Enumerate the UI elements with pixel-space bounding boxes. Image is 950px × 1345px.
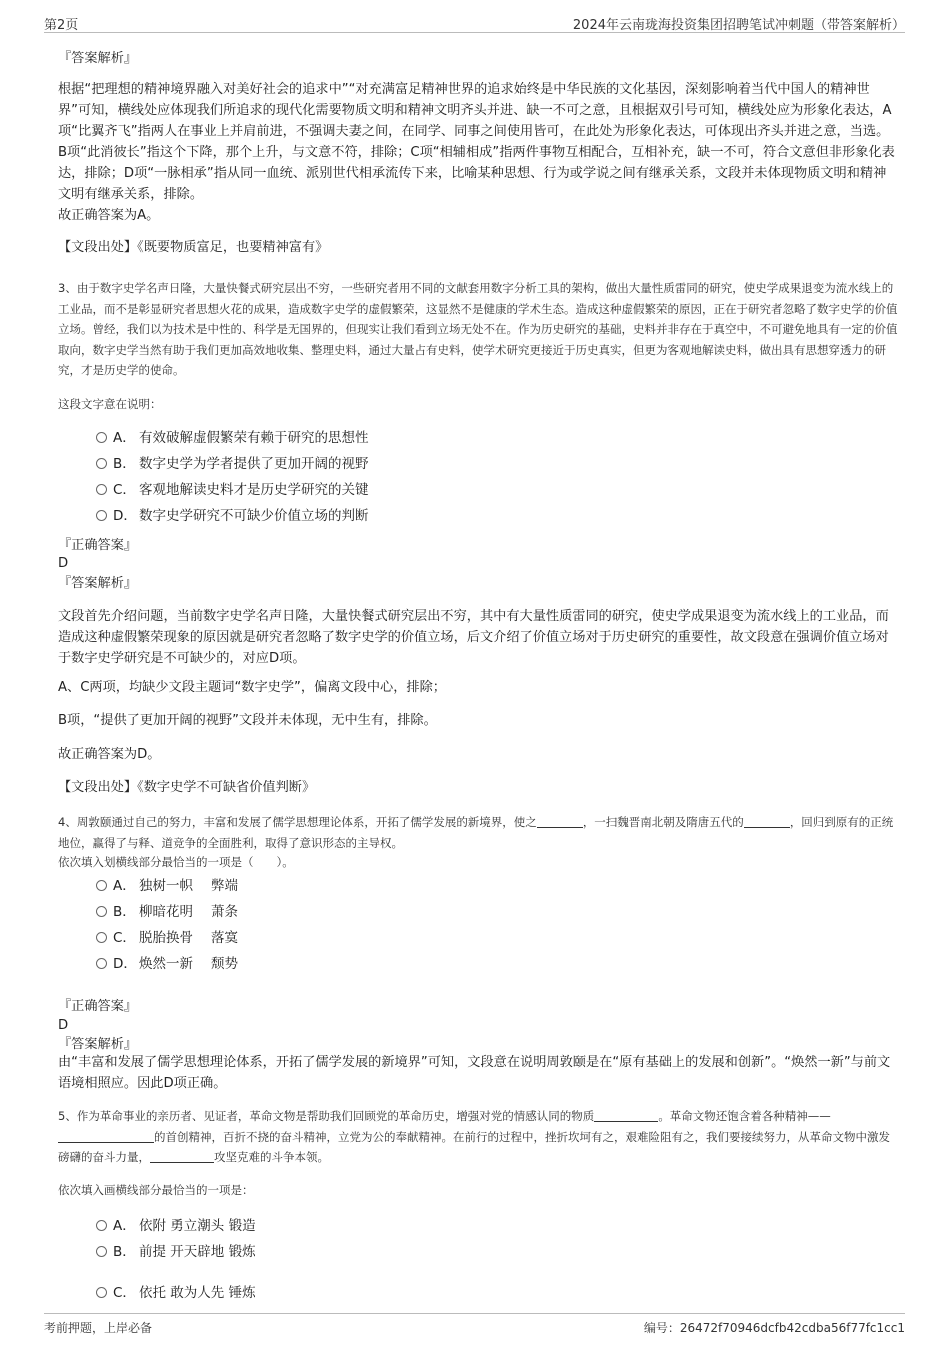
radio-icon[interactable] — [96, 432, 107, 443]
radio-icon[interactable] — [96, 958, 107, 969]
page-footer — [44, 1313, 905, 1336]
q2-analysis-label: 『答案解析』 — [58, 51, 138, 66]
q5-option-b[interactable]: B． 前提 开天辟地 锻炼 — [96, 1242, 256, 1262]
radio-icon[interactable] — [96, 484, 107, 495]
radio-icon[interactable] — [96, 906, 107, 917]
blank-line — [594, 1108, 658, 1122]
q5-option-c[interactable]: C． 依托 敢为人先 锤炼 — [96, 1283, 256, 1303]
q3-source: 【文段出处】《数字史学不可缺省价值判断》 — [58, 780, 316, 795]
blank-line — [744, 814, 790, 828]
q3-answer: D — [58, 556, 69, 571]
radio-icon[interactable] — [96, 1246, 107, 1257]
q4-analysis-label: 『答案解析』 — [58, 1037, 138, 1052]
q3-conclusion: 故正确答案为D。 — [58, 747, 161, 762]
blank-line — [58, 1129, 154, 1143]
q5-prompt: 依次填入画横线部分最恰当的一项是： — [58, 1183, 254, 1197]
q3-analysis-2: A、C两项，均缺少文段主题词“数字史学”，偏离文段中心，排除； — [58, 680, 446, 695]
q4-prompt: 依次填入划横线部分最恰当的一项是（ ）。 — [58, 855, 294, 869]
q4-option-b[interactable]: B． 柳暗花明 萧条 — [96, 902, 238, 922]
q3-analysis-label: 『答案解析』 — [58, 576, 138, 591]
q3-prompt: 这段文字意在说明： — [58, 397, 162, 411]
page-number: 第2页 — [44, 18, 79, 33]
q3-stem: 3、由于数字史学名声日隆，大量快餐式研究层出不穷，一些研究者用不同的文献套用数字分析工具的架构，做出大量性质雷同的研究，使史学成果退变为流水线上的工业品，而不是彰显研究者思想火花的成果，造成数字史学的虚假繁荣，这显然不是健康的学术生态。造成这种虚假繁荣的原因，正在于研究者忽略了数字史学的价值立场。曾经，我们以为技术是中性的、科学是无国界的，但现实让我们看到立场无处不在。作为历史研究的基础，史料并非存在于真空中，不可避免地具有一定的价值取向，数字史学当然有助于我们更加高效地收集、整理史料，通过大量占有史料，使学术研究更接近于历史真实，但更为客观地解读史料，做出具有思想穿透力的研究，才是历史学的使命。 — [58, 281, 898, 377]
q2-source: 【文段出处】《既要物质富足，也要精神富有》 — [58, 240, 329, 255]
q2-conclusion: 故正确答案为A。 — [58, 208, 160, 223]
page-header — [44, 8, 905, 33]
q3-analysis-3: B项，“提供了更加开阔的视野”文段并未体现，无中生有，排除。 — [58, 713, 437, 728]
q4-option-c[interactable]: C． 脱胎换骨 落寞 — [96, 928, 238, 948]
q5-stem: 5、作为革命事业的亲历者、见证者，革命文物是帮助我们回顾党的革命历史，增强对党的情感认同的物质 。革命文物还饱含着各种精神——的首创精神，百折不挠的奋斗精神，立党为公的奉献精神。在前行的过程中，挫折坎坷有之，艰难险阻有之，我们要接续努力，从革命文物中激发磅礴的奋斗力量， 攻坚克难的斗争本领。 — [58, 1109, 890, 1164]
q4-stem: 4、周敦颐通过自己的努力，丰富和发展了儒学思想理论体系，开拓了儒学发展的新境界，使之 ，一扫魏晋南北朝及隋唐五代的 ，回归到原有的正统地位，赢得了与释、道竞争的全面胜利，取得了意识形态的主导权。 — [58, 815, 894, 850]
q3-option-c[interactable]: C． 客观地解读史料才是历史学研究的关键 — [96, 480, 369, 500]
q4-analysis: 由“丰富和发展了儒学思想理论体系，开拓了儒学发展的新境界”可知，文段意在说明周敦颐是在“原有基础上的发展和创新”。“焕然一新”与前文语境相照应。因此D项正确。 — [58, 1055, 891, 1091]
radio-icon[interactable] — [96, 932, 107, 943]
radio-icon[interactable] — [96, 458, 107, 469]
footer-slogan: 考前押题，上岸必备 — [44, 1321, 153, 1335]
q3-correct-label: 『正确答案』 — [58, 538, 138, 553]
blank-line — [537, 814, 583, 828]
q4-option-d[interactable]: D． 焕然一新 颓势 — [96, 954, 238, 974]
q4-option-a[interactable]: A． 独树一帜 弊端 — [96, 876, 238, 896]
radio-icon[interactable] — [96, 880, 107, 891]
q5-option-a[interactable]: A． 依附 勇立潮头 锻造 — [96, 1216, 256, 1236]
q3-analysis: 文段首先介绍问题，当前数字史学名声日隆，大量快餐式研究层出不穷，其中有大量性质雷同的研究，使史学成果退变为流水线上的工业品，而造成这种虚假繁荣现象的原因就是研究者忽略了数字史学的价值立场，后文介绍了价值立场对于历史研究的重要性，故文段意在强调价值立场对于数字史学研究是不可缺少的，对应D项。 — [58, 609, 889, 666]
document-title: 2024年云南珑海投资集团招聘笔试冲刺题（带答案解析） — [572, 18, 905, 33]
document-code: 编号：26472f70946dcfb42cdba56f77fc1cc1 — [643, 1321, 905, 1335]
q3-option-d[interactable]: D． 数字史学研究不可缺少价值立场的判断 — [96, 506, 369, 526]
radio-icon[interactable] — [96, 1220, 107, 1231]
radio-icon[interactable] — [96, 1287, 107, 1298]
q3-option-a[interactable]: A． 有效破解虚假繁荣有赖于研究的思想性 — [96, 428, 369, 448]
q3-option-b[interactable]: B． 数字史学为学者提供了更加开阔的视野 — [96, 454, 369, 474]
radio-icon[interactable] — [96, 510, 107, 521]
q4-answer: D — [58, 1018, 69, 1033]
q2-analysis: 根据“把理想的精神境界融入对美好社会的追求中”“对充满富足精神世界的追求始终是中华民族的文化基因，深刻影响着当代中国人的精神世界”可知，横线处应体现我们所追求的现代化需要物质文明和精神文明齐头并进、缺一不可之意，且根据双引号可知，横线处应为形象化表达，A项“比翼齐飞”指两人在事业上并肩前进，不强调夫妻之间，在同学、同事之间使用皆可，在此处为形象化表达，可体现出齐头并进之意，当选。B项“此消彼长”指这个下降，那个上升，与文意不符，排除；C项“相辅相成”指两件事物互相配合，互相补充，缺一不可，符合文意但非形象化表达，排除；D项“一脉相承”指从同一血统、派别世代相承流传下来，比喻某种思想、行为或学说之间有继承关系，文段并未体现物质文明和精神文明有继承关系，排除。 — [58, 82, 895, 202]
blank-line — [150, 1149, 214, 1163]
q4-correct-label: 『正确答案』 — [58, 999, 138, 1014]
